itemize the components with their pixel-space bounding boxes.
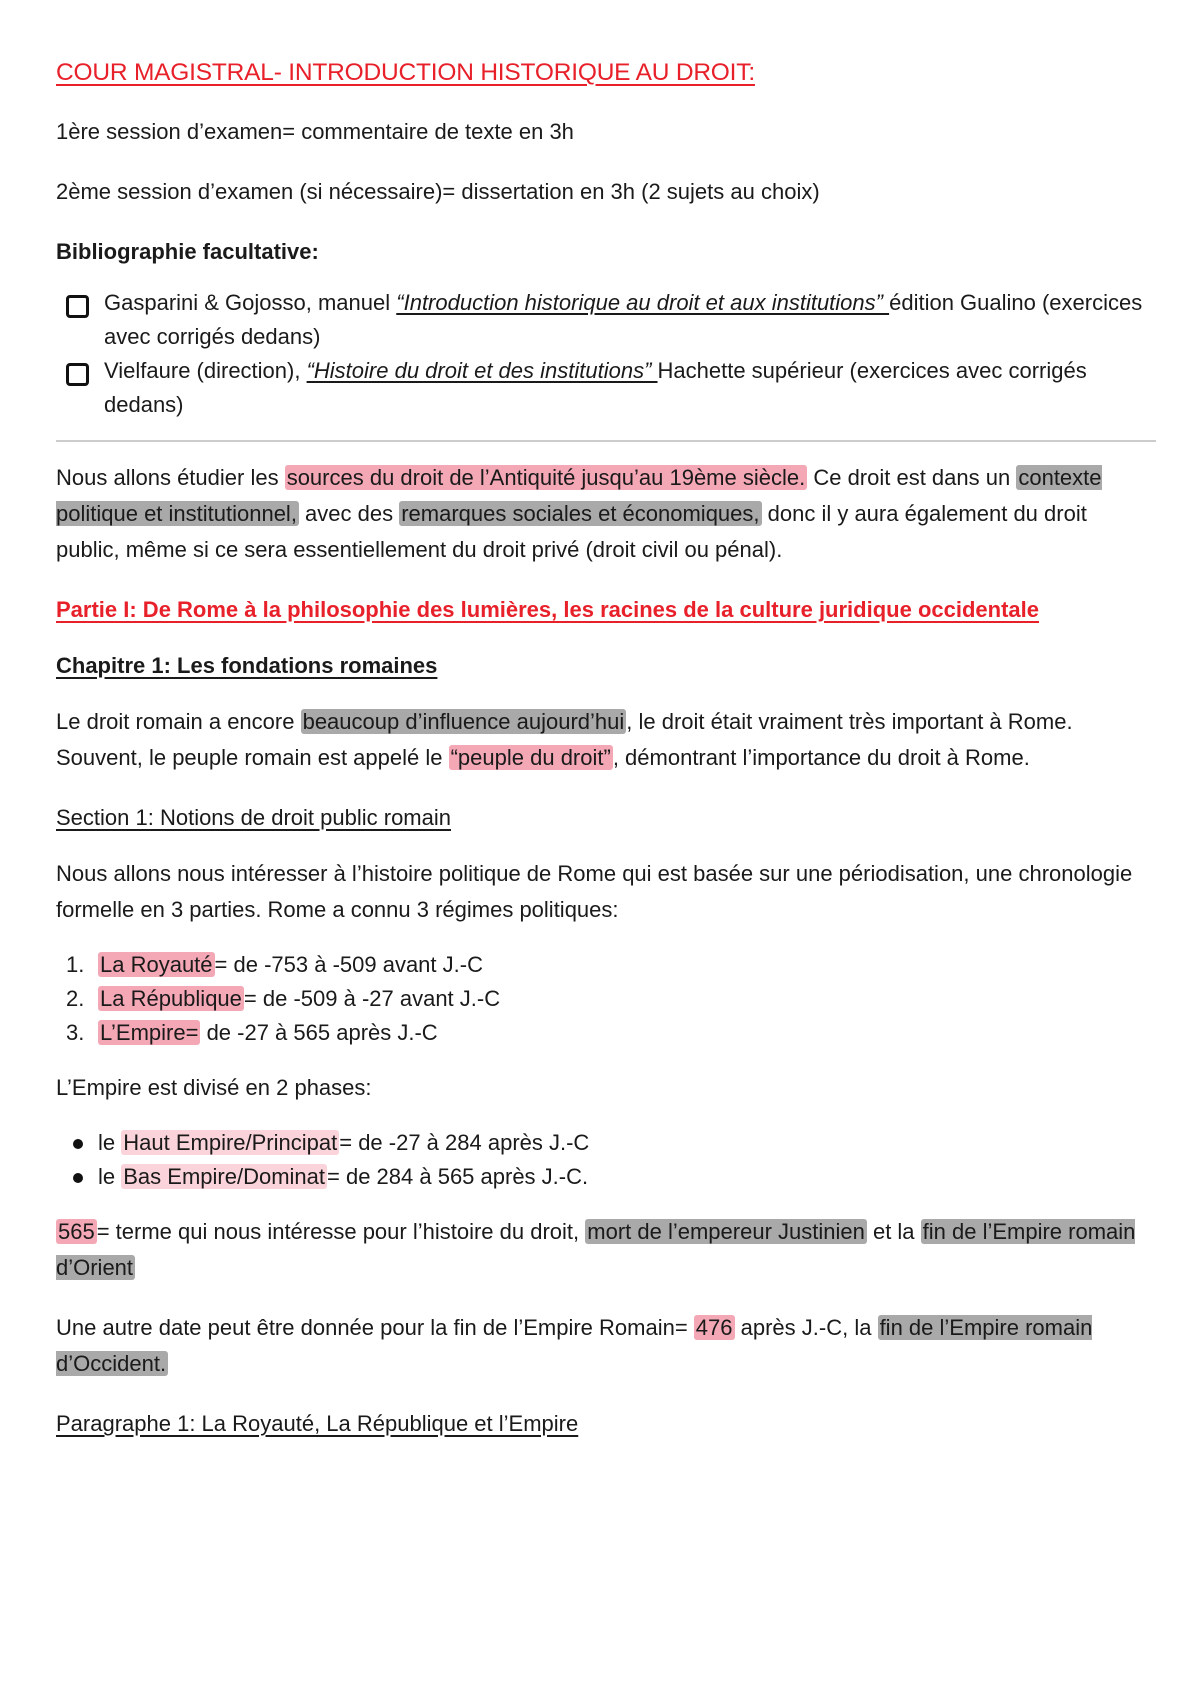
highlight: “peuple du droit” bbox=[450, 745, 611, 770]
highlight: contexte politique et institutionnel, bbox=[56, 465, 1102, 526]
highlight: fin de l’Empire romain d’Orient bbox=[56, 1219, 1136, 1280]
chapter-heading: Chapitre 1: Les fondations romaines bbox=[56, 653, 438, 678]
highlight: 565 bbox=[58, 1219, 95, 1244]
horizontal-divider bbox=[56, 440, 1156, 442]
section-heading: Section 1: Notions de droit public romain bbox=[56, 805, 451, 830]
bibliography-heading: Bibliographie facultative: bbox=[56, 239, 319, 264]
highlight: Haut Empire/Principat bbox=[123, 1130, 338, 1155]
highlight: La République bbox=[100, 986, 242, 1011]
highlight: remarques sociales et économiques, bbox=[401, 501, 760, 526]
highlight: mort de l’empereur Justinien bbox=[587, 1219, 865, 1244]
bibliography-item: Vielfaure (direction), “Histoire du droit et des institutions” Hachette supérieur (exercices avec corrigés dedans) bbox=[56, 354, 1156, 422]
bibliography-list bbox=[56, 286, 1156, 422]
list-item: 3. L’Empire= de -27 à 565 après J.-C bbox=[66, 1020, 438, 1045]
exam-session-2: 2ème session d’examen (si nécessaire)= dissertation en 3h (2 sujets au choix) bbox=[56, 179, 820, 204]
date-565-paragraph: 565= terme qui nous intéresse pour l’histoire du droit, mort de l’empereur Justinien et la fin de l’Empire romain d’Orient bbox=[56, 1219, 1136, 1280]
date-476-paragraph: Une autre date peut être donnée pour la fin de l’Empire Romain= 476 après J.-C, la fin de l’Empire romain d’Occident. bbox=[56, 1315, 1093, 1376]
highlight: sources du droit de l’Antiquité jusqu’au 19ème siècle. bbox=[286, 465, 806, 490]
highlight: Bas Empire/Dominat bbox=[123, 1164, 325, 1189]
list-item: le Bas Empire/Dominat= de 284 à 565 après J.-C. bbox=[56, 1160, 1156, 1194]
highlight: L’Empire= bbox=[100, 1020, 199, 1045]
checkbox-icon[interactable] bbox=[66, 363, 89, 386]
intro-paragraph: Nous allons étudier les sources du droit de l’Antiquité jusqu’au 19ème siècle. Ce droit est dans un contexte politique et institutionnel, avec des remarques sociales et économiques, donc il y aura également du droit public, même si ce sera essentiellement du droit privé (droit civil ou pénal). bbox=[56, 465, 1102, 562]
empire-intro: L’Empire est divisé en 2 phases: bbox=[56, 1075, 372, 1100]
list-item: 1. La Royauté= de -753 à -509 avant J.-C bbox=[66, 952, 483, 977]
part-heading: Partie I: De Rome à la philosophie des lumières, les racines de la culture juridique occidentale bbox=[56, 597, 1039, 622]
highlight: beaucoup d’influence aujourd’hui bbox=[302, 709, 625, 734]
highlight: La Royauté bbox=[100, 952, 213, 977]
phases-list bbox=[56, 1126, 1156, 1194]
list-item: 2. La République= de -509 à -27 avant J.-C bbox=[66, 986, 501, 1011]
book-title: “Introduction historique au droit et aux institutions” bbox=[396, 290, 890, 315]
bullet-icon bbox=[73, 1139, 83, 1149]
exam-session-1: 1ère session d’examen= commentaire de texte en 3h bbox=[56, 119, 574, 144]
bullet-icon bbox=[73, 1173, 83, 1183]
list-item: le Haut Empire/Principat= de -27 à 284 après J.-C bbox=[56, 1126, 1156, 1160]
page-title: COUR MAGISTRAL- INTRODUCTION HISTORIQUE AU DROIT: bbox=[56, 59, 755, 86]
paragraph-heading: Paragraphe 1: La Royauté, La République et l’Empire bbox=[56, 1411, 579, 1436]
bibliography-item: Gasparini & Gojosso, manuel “Introduction historique au droit et aux institutions” édition Gualino (exercices avec corrigés dedans) bbox=[56, 286, 1156, 354]
history-paragraph: Nous allons nous intéresser à l’histoire politique de Rome qui est basée sur une périodisation, une chronologie formelle en 3 parties. Rome a connu 3 régimes politiques: bbox=[56, 861, 1133, 922]
roman-law-paragraph: Le droit romain a encore beaucoup d’influence aujourd’hui, le droit était vraiment très important à Rome. Souvent, le peuple romain est appelé le “peuple du droit”, démontrant l’importance du droit à Rome. bbox=[56, 709, 1073, 770]
highlight: fin de l’Empire romain d’Occident. bbox=[56, 1315, 1093, 1376]
checkbox-icon[interactable] bbox=[66, 295, 89, 318]
document-content bbox=[56, 56, 1156, 1462]
highlight: 476 bbox=[695, 1315, 733, 1340]
book-title: “Histoire du droit et des institutions” bbox=[306, 358, 658, 383]
regimes-list bbox=[56, 948, 1156, 1050]
